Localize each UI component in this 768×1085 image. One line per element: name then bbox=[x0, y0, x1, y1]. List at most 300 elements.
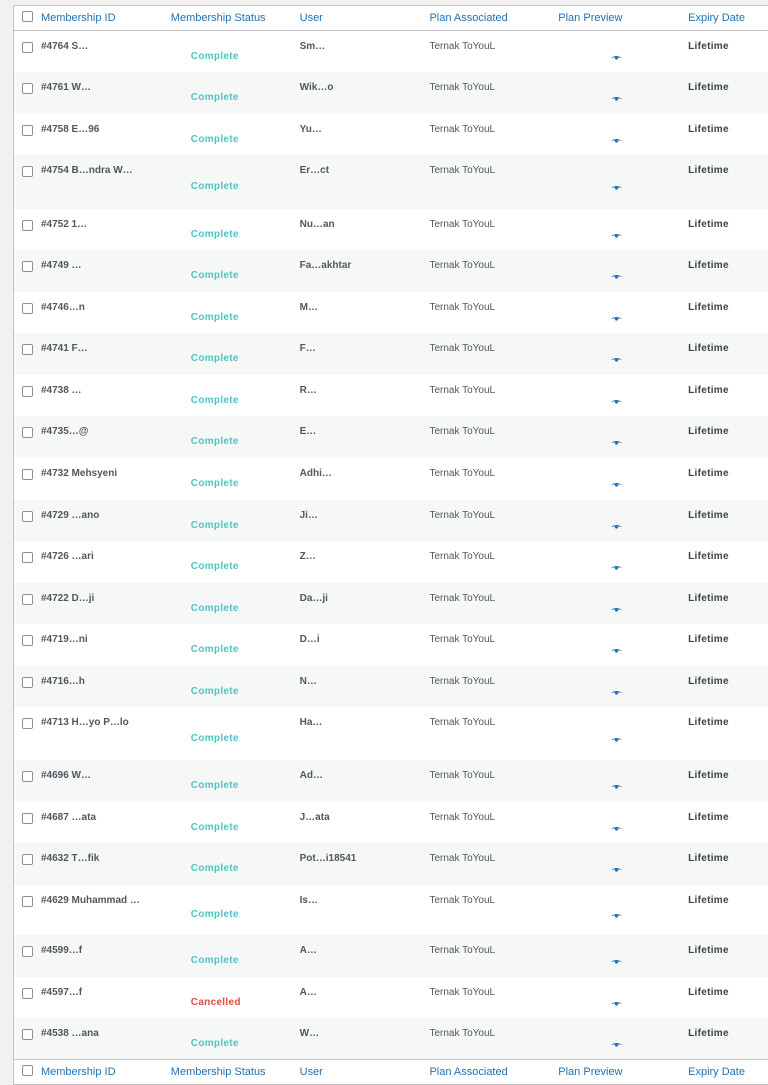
select-all-checkbox[interactable] bbox=[22, 11, 33, 22]
membership-id[interactable]: #4741 F… bbox=[40, 343, 88, 354]
column-footer-membership-id[interactable]: Membership ID bbox=[40, 1066, 116, 1078]
membership-status-cell bbox=[171, 843, 300, 885]
row-checkbox[interactable] bbox=[22, 469, 33, 480]
status-badge: Complete bbox=[190, 436, 239, 447]
plan-preview-cell bbox=[558, 666, 688, 707]
row-checkbox-cell bbox=[14, 1018, 41, 1043]
row-checkbox[interactable] bbox=[22, 635, 33, 646]
expiry-date: Lifetime bbox=[688, 510, 729, 521]
membership-status-cell bbox=[171, 72, 300, 114]
row-checkbox[interactable] bbox=[22, 344, 33, 355]
plan-name: Ternak ToYouL bbox=[429, 468, 496, 479]
membership-id[interactable]: #4629 Muhammad … bbox=[40, 895, 140, 906]
eye-icon[interactable] bbox=[611, 524, 622, 529]
user-cell bbox=[300, 155, 430, 178]
expiry-date: Lifetime bbox=[688, 593, 729, 604]
user-name[interactable]: D…i bbox=[299, 634, 320, 645]
row-checkbox[interactable] bbox=[22, 677, 33, 688]
membership-status-cell bbox=[171, 114, 300, 155]
table-row[interactable] bbox=[14, 935, 768, 977]
plan-name: Ternak ToYouL bbox=[429, 945, 496, 956]
plan-preview-cell bbox=[558, 31, 688, 72]
row-checkbox-cell bbox=[14, 802, 41, 827]
membership-status-cell bbox=[171, 416, 300, 458]
status-badge: Complete bbox=[190, 520, 239, 531]
membership-id-cell bbox=[41, 500, 171, 523]
table-row[interactable] bbox=[14, 500, 768, 541]
plan-preview-cell bbox=[558, 500, 688, 541]
user-cell bbox=[300, 114, 430, 137]
status-badge: Complete bbox=[190, 353, 239, 364]
user-cell bbox=[300, 977, 430, 1000]
membership-id[interactable]: #4732 Mehsyeni bbox=[40, 468, 118, 479]
user-name[interactable]: Fa…akhtar bbox=[299, 260, 352, 271]
expiry-date: Lifetime bbox=[688, 853, 729, 864]
table-body bbox=[14, 31, 768, 1059]
status-badge: Complete bbox=[190, 1038, 239, 1049]
column-header-membership-status[interactable]: Membership Status bbox=[170, 12, 266, 24]
user-name[interactable]: N… bbox=[299, 676, 317, 687]
membership-status-cell bbox=[171, 250, 300, 292]
plan-name: Ternak ToYouL bbox=[429, 260, 496, 271]
table-row[interactable] bbox=[14, 155, 768, 209]
user-name[interactable]: Wik…o bbox=[299, 82, 334, 93]
expiry-cell bbox=[688, 458, 768, 481]
eye-icon[interactable] bbox=[611, 1042, 622, 1047]
plan-cell bbox=[429, 802, 558, 825]
plan-cell bbox=[429, 707, 558, 730]
row-checkbox[interactable] bbox=[22, 427, 33, 438]
plan-name: Ternak ToYouL bbox=[429, 987, 496, 998]
row-checkbox[interactable] bbox=[22, 594, 33, 605]
plan-name: Ternak ToYouL bbox=[429, 812, 496, 823]
plan-name: Ternak ToYouL bbox=[429, 219, 496, 230]
membership-id[interactable]: #4754 B…ndra W… bbox=[40, 165, 133, 176]
user-name[interactable]: Er…ct bbox=[299, 165, 330, 176]
row-checkbox[interactable] bbox=[22, 896, 33, 907]
membership-status-cell bbox=[171, 977, 300, 1018]
row-checkbox[interactable] bbox=[22, 303, 33, 314]
membership-id[interactable]: #4726 …ari bbox=[40, 551, 94, 562]
expiry-cell bbox=[688, 760, 768, 783]
expiry-cell bbox=[688, 416, 768, 439]
expiry-date: Lifetime bbox=[688, 770, 729, 781]
user-name[interactable]: A… bbox=[299, 945, 317, 956]
eye-icon[interactable] bbox=[611, 233, 622, 238]
user-name[interactable]: Adhi… bbox=[299, 468, 332, 479]
plan-name: Ternak ToYouL bbox=[429, 1028, 496, 1039]
expiry-cell bbox=[688, 802, 768, 825]
plan-cell bbox=[429, 541, 558, 564]
user-name[interactable]: Nu…an bbox=[299, 219, 335, 230]
eye-icon[interactable] bbox=[611, 1001, 622, 1006]
eye-icon[interactable] bbox=[611, 913, 622, 918]
table-row[interactable] bbox=[14, 843, 768, 885]
expiry-cell bbox=[688, 1018, 768, 1041]
column-footer-user[interactable]: User bbox=[299, 1066, 323, 1078]
user-cell bbox=[300, 500, 430, 523]
membership-id[interactable]: #4719…ni bbox=[40, 634, 88, 645]
expiry-cell bbox=[688, 72, 768, 95]
eye-icon[interactable] bbox=[611, 565, 622, 570]
eye-icon[interactable] bbox=[611, 138, 622, 143]
eye-icon[interactable] bbox=[611, 55, 622, 60]
row-checkbox[interactable] bbox=[22, 718, 33, 729]
table-row[interactable] bbox=[14, 31, 768, 72]
membership-id-cell bbox=[41, 843, 171, 866]
eye-icon[interactable] bbox=[611, 96, 622, 101]
membership-id-cell bbox=[41, 375, 171, 398]
table-row[interactable] bbox=[14, 666, 768, 707]
user-cell bbox=[300, 292, 430, 315]
membership-id-cell bbox=[41, 114, 171, 137]
row-checkbox-cell bbox=[14, 458, 41, 483]
membership-status-cell bbox=[171, 935, 300, 977]
expiry-date: Lifetime bbox=[688, 124, 729, 135]
row-checkbox[interactable] bbox=[22, 771, 33, 782]
membership-id-cell bbox=[41, 155, 171, 178]
membership-id[interactable]: #4713 H…yo P…lo bbox=[40, 717, 129, 728]
expiry-cell bbox=[688, 209, 768, 232]
column-header-membership-id[interactable]: Membership ID bbox=[40, 12, 116, 24]
membership-id[interactable]: #4722 D…ji bbox=[40, 593, 95, 604]
expiry-date: Lifetime bbox=[688, 343, 729, 354]
eye-icon[interactable] bbox=[611, 274, 622, 279]
table-row[interactable] bbox=[14, 72, 768, 114]
plan-name: Ternak ToYouL bbox=[429, 853, 496, 864]
membership-id[interactable]: #4761 W… bbox=[40, 82, 91, 93]
membership-id-cell bbox=[41, 885, 171, 908]
plan-name: Ternak ToYouL bbox=[429, 593, 496, 604]
plan-preview-cell bbox=[558, 292, 688, 333]
plan-preview-cell bbox=[558, 250, 688, 292]
plan-name: Ternak ToYouL bbox=[429, 82, 496, 93]
row-checkbox-cell bbox=[14, 707, 41, 732]
plan-cell bbox=[429, 114, 558, 137]
plan-cell bbox=[429, 292, 558, 315]
plan-cell bbox=[429, 155, 558, 178]
plan-preview-cell bbox=[558, 802, 688, 843]
membership-id-cell bbox=[41, 31, 171, 54]
status-badge: Complete bbox=[190, 733, 239, 744]
plan-cell bbox=[429, 885, 558, 908]
select-all-checkbox[interactable] bbox=[22, 1065, 33, 1076]
plan-cell bbox=[429, 977, 558, 1000]
membership-id[interactable]: #4764 S… bbox=[40, 41, 89, 52]
status-badge: Complete bbox=[190, 561, 239, 572]
table-row[interactable] bbox=[14, 416, 768, 458]
membership-id-cell bbox=[41, 209, 171, 232]
user-name[interactable]: A… bbox=[299, 987, 317, 998]
plan-preview-cell bbox=[558, 583, 688, 624]
plan-name: Ternak ToYouL bbox=[429, 895, 496, 906]
expiry-cell bbox=[688, 500, 768, 523]
plan-preview-cell bbox=[558, 209, 688, 250]
membership-id[interactable]: #4746…n bbox=[40, 302, 85, 313]
expiry-date: Lifetime bbox=[688, 551, 729, 562]
user-cell bbox=[300, 250, 430, 273]
membership-status-cell bbox=[171, 1018, 300, 1059]
membership-status-cell bbox=[171, 541, 300, 583]
status-badge: Complete bbox=[190, 478, 239, 489]
row-checkbox[interactable] bbox=[22, 946, 33, 957]
user-name[interactable]: Ji… bbox=[299, 510, 318, 521]
table-row[interactable] bbox=[14, 114, 768, 155]
row-checkbox-cell bbox=[14, 666, 41, 691]
plan-preview-cell bbox=[558, 624, 688, 666]
table-row[interactable] bbox=[14, 375, 768, 416]
expiry-cell bbox=[688, 333, 768, 356]
user-name[interactable]: Ha… bbox=[299, 717, 323, 728]
eye-icon[interactable] bbox=[611, 867, 622, 872]
table-row[interactable] bbox=[14, 624, 768, 666]
expiry-cell bbox=[688, 155, 768, 178]
membership-id-cell bbox=[41, 977, 171, 1000]
status-badge: Complete bbox=[190, 395, 239, 406]
row-checkbox[interactable] bbox=[22, 125, 33, 136]
plan-name: Ternak ToYouL bbox=[429, 343, 496, 354]
membership-id[interactable]: #4632 T…fik bbox=[40, 853, 100, 864]
row-checkbox[interactable] bbox=[22, 166, 33, 177]
expiry-date: Lifetime bbox=[688, 1028, 729, 1039]
user-cell bbox=[300, 458, 430, 481]
expiry-date: Lifetime bbox=[688, 219, 729, 230]
status-badge: Complete bbox=[190, 92, 239, 103]
membership-id[interactable]: #4752 1… bbox=[40, 219, 88, 230]
eye-icon[interactable] bbox=[611, 607, 622, 612]
user-name[interactable]: J…ata bbox=[299, 812, 330, 823]
plan-cell bbox=[429, 843, 558, 866]
row-checkbox-cell bbox=[14, 885, 41, 910]
plan-cell bbox=[429, 209, 558, 232]
plan-name: Ternak ToYouL bbox=[429, 426, 496, 437]
membership-id[interactable]: #4696 W… bbox=[40, 770, 91, 781]
plan-preview-cell bbox=[558, 885, 688, 935]
plan-preview-cell bbox=[558, 114, 688, 155]
eye-icon[interactable] bbox=[611, 648, 622, 653]
status-badge: Complete bbox=[190, 229, 239, 240]
eye-icon[interactable] bbox=[611, 784, 622, 789]
row-checkbox-cell bbox=[14, 977, 41, 1002]
membership-id[interactable]: #4758 E…96 bbox=[40, 124, 100, 135]
plan-preview-cell bbox=[558, 935, 688, 977]
membership-id[interactable]: #4738 … bbox=[40, 385, 82, 396]
table-row[interactable] bbox=[14, 292, 768, 333]
plan-name: Ternak ToYouL bbox=[429, 676, 496, 687]
expiry-cell bbox=[688, 707, 768, 730]
plan-name: Ternak ToYouL bbox=[429, 165, 496, 176]
membership-id[interactable]: #4716…h bbox=[40, 676, 85, 687]
eye-icon[interactable] bbox=[611, 690, 622, 695]
plan-cell bbox=[429, 333, 558, 356]
membership-id[interactable]: #4735…@ bbox=[40, 426, 89, 437]
user-name[interactable]: Pot…i18541 bbox=[299, 853, 357, 864]
user-name[interactable]: Sm… bbox=[299, 41, 326, 52]
plan-name: Ternak ToYouL bbox=[429, 124, 496, 135]
status-badge: Complete bbox=[190, 955, 239, 966]
expiry-date: Lifetime bbox=[688, 41, 729, 52]
row-checkbox-cell bbox=[14, 155, 41, 180]
table-row[interactable] bbox=[14, 458, 768, 500]
membership-id-cell bbox=[41, 666, 171, 689]
column-footer-membership-status[interactable]: Membership Status bbox=[170, 1066, 266, 1078]
table-row[interactable] bbox=[14, 209, 768, 250]
plan-cell bbox=[429, 666, 558, 689]
eye-icon[interactable] bbox=[611, 959, 622, 964]
user-cell bbox=[300, 935, 430, 958]
row-checkbox[interactable] bbox=[22, 988, 33, 999]
row-checkbox-cell bbox=[14, 624, 41, 649]
expiry-date: Lifetime bbox=[688, 895, 729, 906]
expiry-cell bbox=[688, 583, 768, 606]
status-badge: Complete bbox=[190, 134, 239, 145]
user-cell bbox=[300, 333, 430, 356]
user-cell bbox=[300, 72, 430, 95]
user-name[interactable]: R… bbox=[299, 385, 317, 396]
plan-preview-cell bbox=[558, 72, 688, 114]
row-checkbox[interactable] bbox=[22, 552, 33, 563]
row-checkbox[interactable] bbox=[22, 386, 33, 397]
status-badge: Cancelled bbox=[190, 997, 241, 1008]
expiry-date: Lifetime bbox=[688, 717, 729, 728]
expiry-date: Lifetime bbox=[688, 945, 729, 956]
table-row[interactable] bbox=[14, 802, 768, 843]
status-badge: Complete bbox=[190, 270, 239, 281]
expiry-cell bbox=[688, 977, 768, 1000]
expiry-cell bbox=[688, 885, 768, 908]
table-row[interactable] bbox=[14, 583, 768, 624]
expiry-date: Lifetime bbox=[688, 634, 729, 645]
eye-icon[interactable] bbox=[611, 737, 622, 742]
row-checkbox[interactable] bbox=[22, 511, 33, 522]
user-name[interactable]: Z… bbox=[299, 551, 316, 562]
row-checkbox-cell bbox=[14, 843, 41, 868]
eye-icon[interactable] bbox=[611, 357, 622, 362]
column-header-expiry-date[interactable]: Expiry Date bbox=[688, 12, 745, 24]
row-checkbox-cell bbox=[14, 114, 41, 139]
user-cell bbox=[300, 375, 430, 398]
expiry-date: Lifetime bbox=[688, 165, 729, 176]
eye-icon[interactable] bbox=[611, 185, 622, 190]
expiry-cell bbox=[688, 935, 768, 958]
membership-status-cell bbox=[171, 31, 300, 72]
plan-preview-cell bbox=[558, 333, 688, 375]
plan-cell bbox=[429, 1018, 558, 1041]
expiry-date: Lifetime bbox=[688, 468, 729, 479]
row-checkbox-cell bbox=[14, 375, 41, 400]
user-name[interactable]: W… bbox=[299, 1028, 320, 1039]
expiry-cell bbox=[688, 250, 768, 273]
table-row[interactable] bbox=[14, 977, 768, 1018]
table-header bbox=[14, 6, 768, 31]
memberships-table bbox=[13, 5, 768, 1085]
table-row[interactable] bbox=[14, 333, 768, 375]
plan-cell bbox=[429, 624, 558, 647]
column-footer-plan-associated[interactable]: Plan Associated bbox=[429, 1066, 508, 1078]
eye-icon[interactable] bbox=[611, 399, 622, 404]
row-checkbox[interactable] bbox=[22, 83, 33, 94]
row-checkbox-cell bbox=[14, 31, 41, 56]
row-checkbox[interactable] bbox=[22, 813, 33, 824]
plan-cell bbox=[429, 31, 558, 54]
status-badge: Complete bbox=[190, 644, 239, 655]
plan-cell bbox=[429, 935, 558, 958]
status-badge: Complete bbox=[190, 909, 239, 920]
row-checkbox-cell bbox=[14, 416, 41, 441]
user-name[interactable]: Is… bbox=[299, 895, 318, 906]
user-name[interactable]: Yu… bbox=[299, 124, 322, 135]
table-row[interactable] bbox=[14, 885, 768, 935]
membership-id[interactable]: #4749 … bbox=[40, 260, 82, 271]
column-header-plan-preview[interactable]: Plan Preview bbox=[558, 12, 623, 24]
expiry-date: Lifetime bbox=[688, 302, 729, 313]
row-checkbox[interactable] bbox=[22, 1029, 33, 1040]
column-footer-plan-preview[interactable]: Plan Preview bbox=[558, 1066, 623, 1078]
table-row[interactable] bbox=[14, 541, 768, 583]
eye-icon[interactable] bbox=[611, 826, 622, 831]
expiry-cell bbox=[688, 843, 768, 866]
plan-cell bbox=[429, 250, 558, 273]
row-checkbox[interactable] bbox=[22, 261, 33, 272]
status-badge: Complete bbox=[190, 822, 239, 833]
row-checkbox-cell bbox=[14, 72, 41, 97]
plan-name: Ternak ToYouL bbox=[429, 634, 496, 645]
membership-id[interactable]: #4729 …ano bbox=[40, 510, 100, 521]
status-badge: Complete bbox=[190, 780, 239, 791]
select-all-cell bbox=[14, 11, 41, 25]
column-header-user[interactable]: User bbox=[299, 12, 323, 24]
membership-id[interactable]: #4687 …ata bbox=[40, 812, 97, 823]
plan-name: Ternak ToYouL bbox=[429, 551, 496, 562]
user-name[interactable]: Da…ji bbox=[299, 593, 328, 604]
plan-preview-cell bbox=[558, 760, 688, 802]
membership-status-cell bbox=[171, 155, 300, 209]
user-cell bbox=[300, 1018, 430, 1041]
membership-id[interactable]: #4599…f bbox=[40, 945, 83, 956]
eye-icon[interactable] bbox=[611, 440, 622, 445]
table-footer bbox=[14, 1059, 768, 1084]
table-row[interactable] bbox=[14, 1018, 768, 1059]
row-checkbox-cell bbox=[14, 333, 41, 358]
row-checkbox[interactable] bbox=[22, 42, 33, 53]
user-name[interactable]: M… bbox=[299, 302, 318, 313]
plan-name: Ternak ToYouL bbox=[429, 770, 496, 781]
user-name[interactable]: Ad… bbox=[299, 770, 323, 781]
user-cell bbox=[300, 416, 430, 439]
row-checkbox[interactable] bbox=[22, 854, 33, 865]
user-name[interactable]: F… bbox=[299, 343, 316, 354]
expiry-date: Lifetime bbox=[688, 260, 729, 271]
user-cell bbox=[300, 31, 430, 54]
column-header-plan-associated[interactable]: Plan Associated bbox=[429, 12, 508, 24]
membership-id[interactable]: #4538 …ana bbox=[40, 1028, 99, 1039]
row-checkbox[interactable] bbox=[22, 220, 33, 231]
user-cell bbox=[300, 843, 430, 866]
column-footer-expiry-date[interactable]: Expiry Date bbox=[688, 1066, 745, 1078]
user-name[interactable]: E… bbox=[299, 426, 317, 437]
table-row[interactable] bbox=[14, 250, 768, 292]
membership-id[interactable]: #4597…f bbox=[40, 987, 83, 998]
membership-id-cell bbox=[41, 624, 171, 647]
membership-status-cell bbox=[171, 500, 300, 541]
eye-icon[interactable] bbox=[611, 482, 622, 487]
expiry-cell bbox=[688, 541, 768, 564]
table-row[interactable] bbox=[14, 707, 768, 760]
table-row[interactable] bbox=[14, 760, 768, 802]
membership-id-cell bbox=[41, 935, 171, 958]
expiry-cell bbox=[688, 292, 768, 315]
eye-icon[interactable] bbox=[611, 316, 622, 321]
